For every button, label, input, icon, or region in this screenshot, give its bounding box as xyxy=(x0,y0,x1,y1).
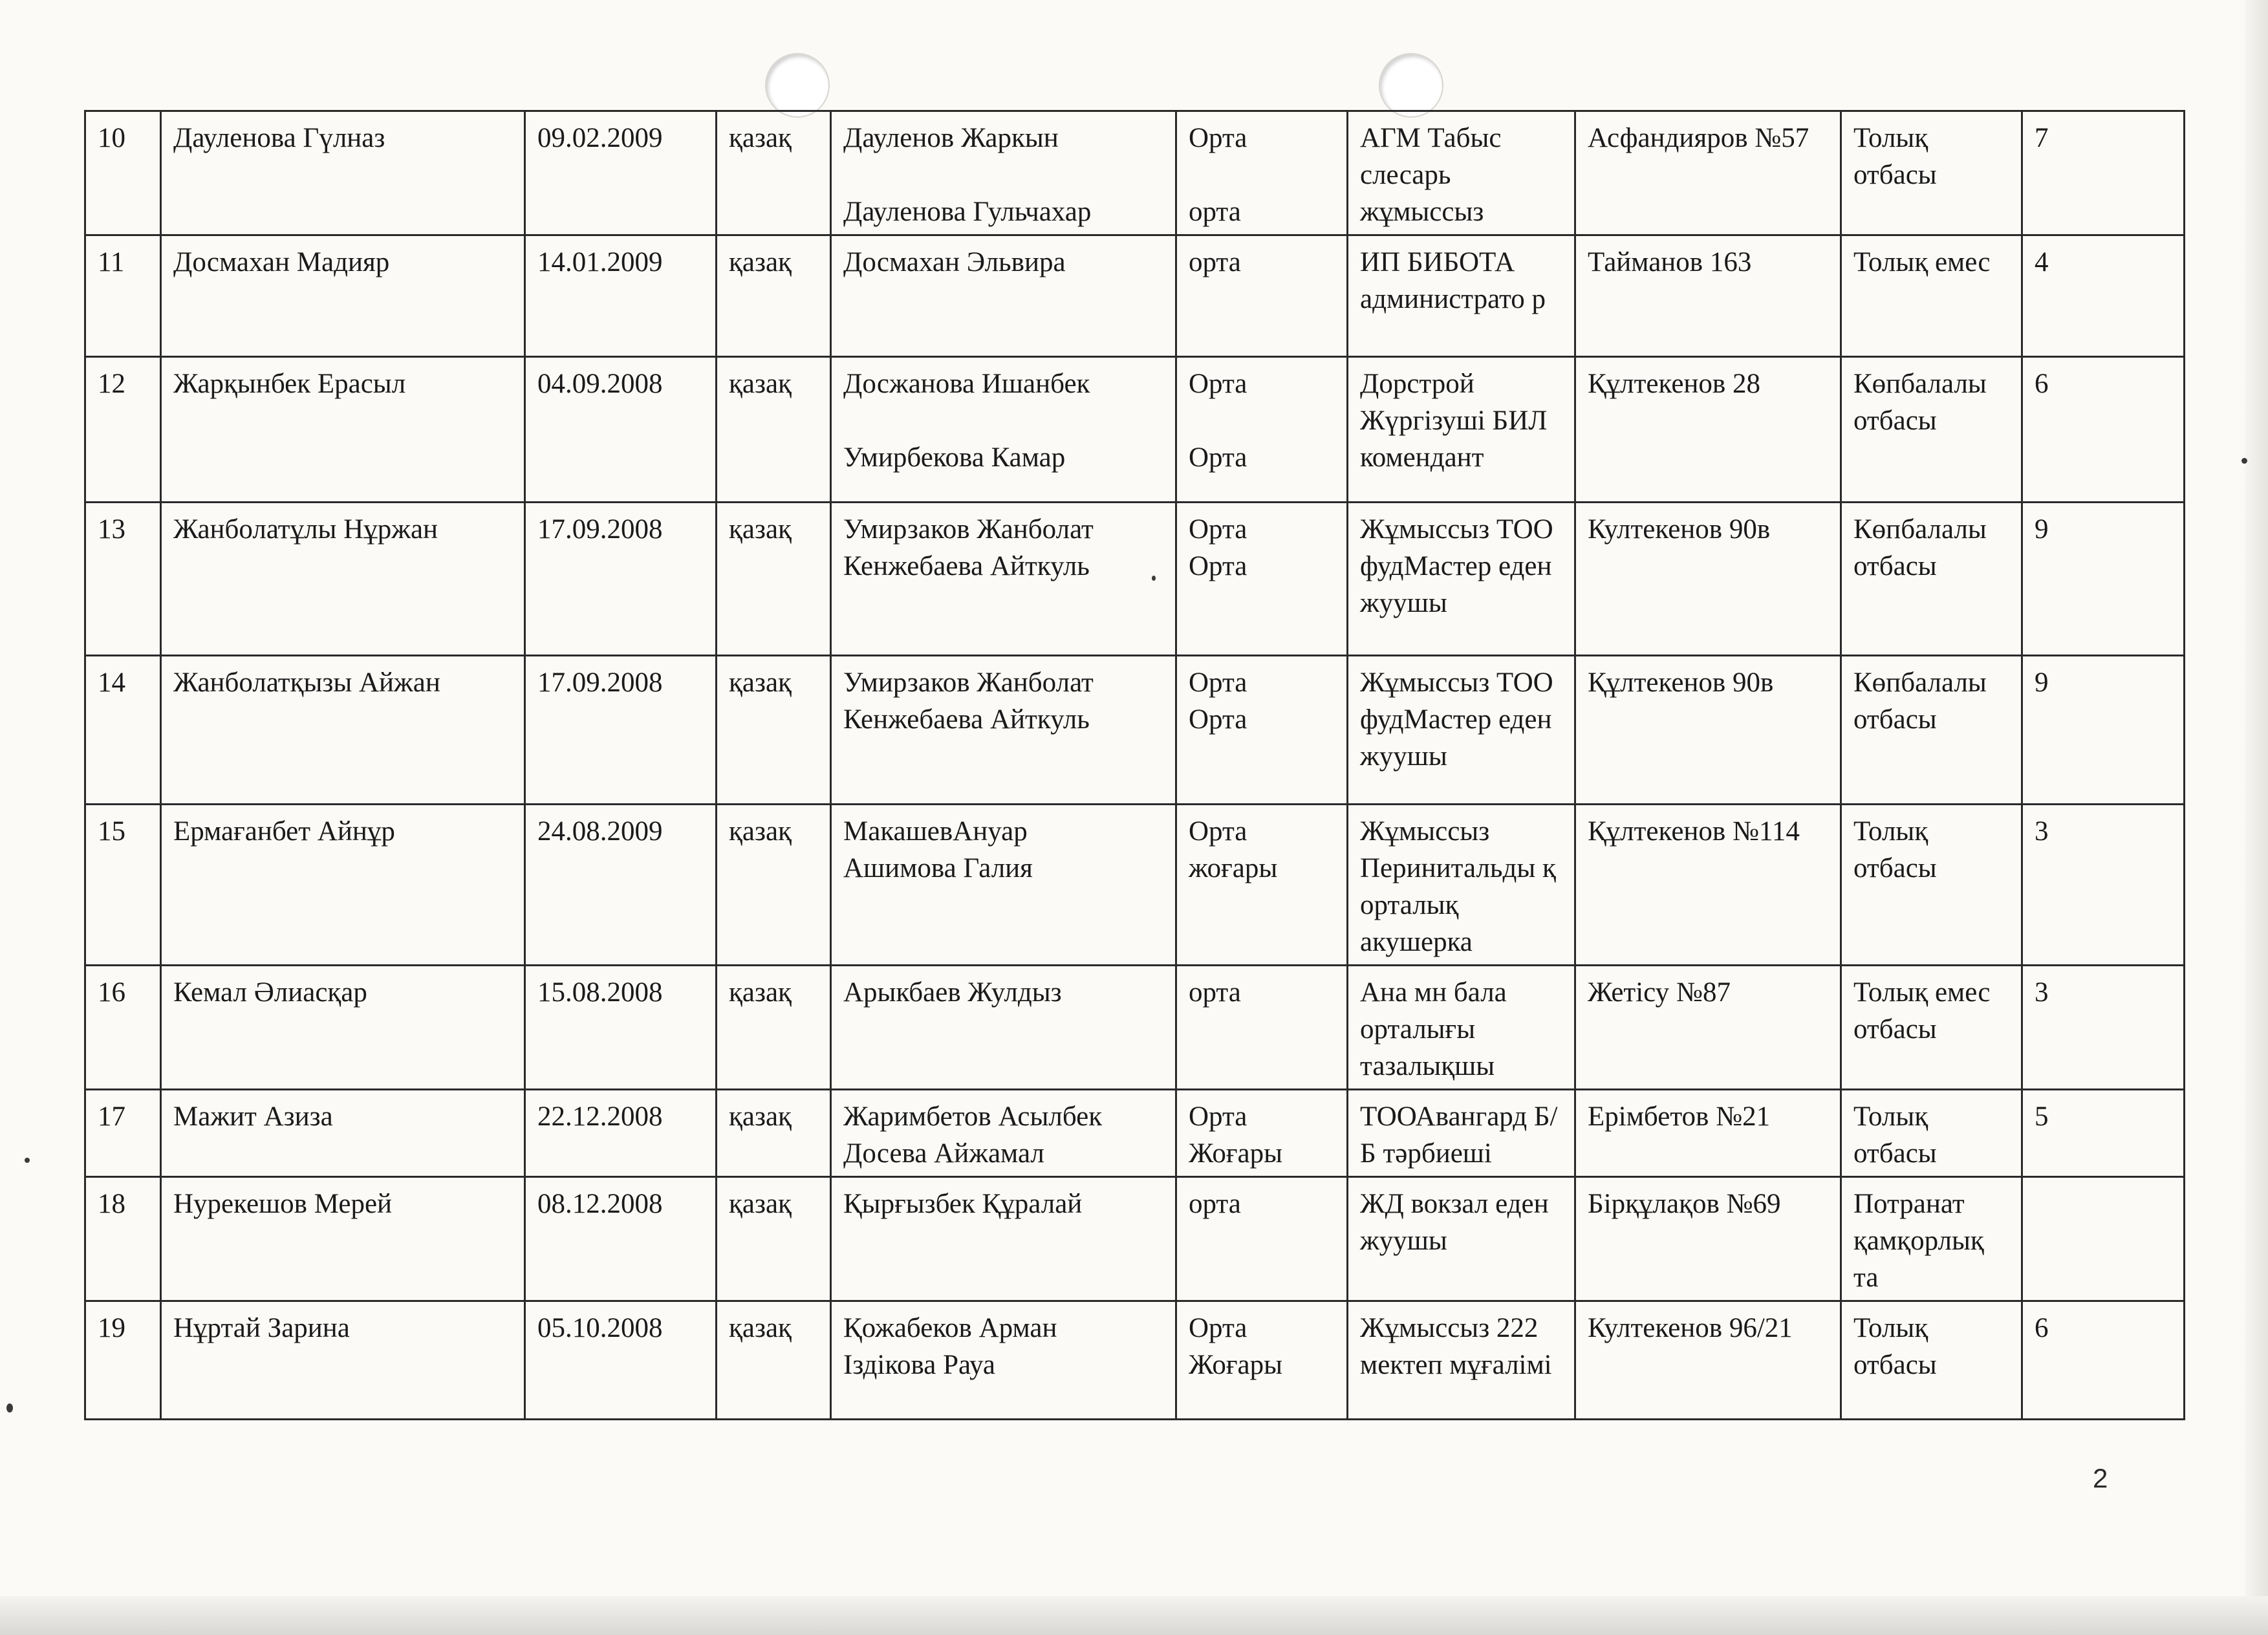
education-cell-line: Орта xyxy=(1189,123,1247,153)
education-cell-line: Орта xyxy=(1189,1101,1247,1132)
children-count-cell: 3 xyxy=(2022,966,2185,1090)
children-count-cell: 6 xyxy=(2022,357,2185,503)
parents-cell-line: Дауленова Гульчахар xyxy=(843,197,1092,227)
workplace-cell: Жұмыссыз 222 мектеп мұғалімі xyxy=(1348,1301,1575,1420)
punch-hole-right xyxy=(1379,53,1443,118)
birth-date-cell: 08.12.2008 xyxy=(525,1177,717,1301)
row-number-cell: 18 xyxy=(85,1177,161,1301)
parents-cell-line: Ашимова Галия xyxy=(843,853,1033,883)
birth-date-cell: 05.10.2008 xyxy=(525,1301,717,1420)
row-number-cell: 14 xyxy=(85,656,161,805)
children-count-cell: 4 xyxy=(2022,235,2185,357)
parents-cell-line: Умирзаков Жанболат xyxy=(843,514,1094,545)
education-cell-line: орта xyxy=(1189,197,1241,227)
family-type-cell: Потранат қамқорлық та xyxy=(1841,1177,2022,1301)
education-cell xyxy=(1176,111,1348,235)
education-cell xyxy=(1176,235,1348,357)
parents-cell-line: Жаримбетов Асылбек xyxy=(843,1101,1103,1132)
nationality-cell: қазақ xyxy=(717,1090,831,1177)
address-cell: Тайманов 163 xyxy=(1575,235,1841,357)
birth-date-cell: 24.08.2009 xyxy=(525,805,717,966)
children-count-cell: 3 xyxy=(2022,805,2185,966)
children-count-cell: 5 xyxy=(2022,1090,2185,1177)
children-count-cell: 9 xyxy=(2022,656,2185,805)
student-name-cell: Ермағанбет Айнұр xyxy=(161,805,525,966)
student-name-cell: Нұртай Зарина xyxy=(161,1301,525,1420)
family-type-cell: Толық отбасы xyxy=(1841,111,2022,235)
education-cell-line: Орта xyxy=(1189,551,1247,581)
family-type-cell: Көпбалалы отбасы xyxy=(1841,357,2022,503)
student-name-cell: Кемал Әлиасқар xyxy=(161,966,525,1090)
nationality-cell: қазақ xyxy=(717,235,831,357)
family-type-cell: Толық отбасы xyxy=(1841,805,2022,966)
table-row xyxy=(85,111,2185,235)
parents-cell xyxy=(831,1177,1176,1301)
row-number-cell: 19 xyxy=(85,1301,161,1420)
education-cell xyxy=(1176,1301,1348,1420)
address-cell: Култекенов 90в xyxy=(1575,503,1841,656)
address-cell: Құлтекенов 90в xyxy=(1575,656,1841,805)
birth-date-cell: 22.12.2008 xyxy=(525,1090,717,1177)
education-cell-line: Орта xyxy=(1189,514,1247,545)
education-cell-line: Жоғары xyxy=(1189,1350,1282,1380)
parents-cell-line: МакашевАнуар xyxy=(843,816,1028,847)
parents-cell xyxy=(831,656,1176,805)
education-cell-line: Орта xyxy=(1189,442,1247,473)
children-count-cell: 7 xyxy=(2022,111,2185,235)
workplace-cell: Жұмыссыз ТОО фудМастер еден жуушы xyxy=(1348,656,1575,805)
row-number-cell: 10 xyxy=(85,111,161,235)
student-name-cell: Мажит Азиза xyxy=(161,1090,525,1177)
birth-date-cell: 15.08.2008 xyxy=(525,966,717,1090)
address-cell: Бірқұлақов №69 xyxy=(1575,1177,1841,1301)
birth-date-cell: 14.01.2009 xyxy=(525,235,717,357)
parents-cell-line: Қырғызбек Құралай xyxy=(843,1189,1083,1219)
address-cell: Ерімбетов №21 xyxy=(1575,1090,1841,1177)
workplace-cell: Дорстрой Жүргізуші БИЛ комендант xyxy=(1348,357,1575,503)
workplace-cell: ТООАвангард Б/Б тәрбиеші xyxy=(1348,1090,1575,1177)
education-cell-line: Орта xyxy=(1189,667,1247,698)
education-cell-line: Орта xyxy=(1189,816,1247,847)
scan-speck xyxy=(25,1158,30,1163)
table-row xyxy=(85,966,2185,1090)
education-cell-line: Орта xyxy=(1189,1313,1247,1343)
nationality-cell: қазақ xyxy=(717,503,831,656)
birth-date-cell: 04.09.2008 xyxy=(525,357,717,503)
education-cell-line: орта xyxy=(1189,977,1241,1008)
student-name-cell: Досмахан Мадияр xyxy=(161,235,525,357)
parents-cell-line: Дауленов Жаркын xyxy=(843,123,1059,153)
birth-date-cell: 09.02.2009 xyxy=(525,111,717,235)
parents-cell xyxy=(831,966,1176,1090)
table-row xyxy=(85,357,2185,503)
family-type-cell: Толық емес отбасы xyxy=(1841,966,2022,1090)
education-cell xyxy=(1176,805,1348,966)
education-cell-line: орта xyxy=(1189,1189,1241,1219)
family-type-cell: Көпбалалы отбасы xyxy=(1841,503,2022,656)
row-number-cell: 13 xyxy=(85,503,161,656)
parents-cell-line: Арыкбаев Жулдыз xyxy=(843,977,1062,1008)
workplace-cell: Жұмыссыз Перинитальды қ орталық акушерка xyxy=(1348,805,1575,966)
parents-cell-line: Досжанова Ишанбек xyxy=(843,369,1090,399)
address-cell: Құлтекенов №114 xyxy=(1575,805,1841,966)
education-cell xyxy=(1176,1090,1348,1177)
parents-cell-line: Қожабеков Арман xyxy=(843,1313,1057,1343)
education-cell-line: орта xyxy=(1189,247,1241,277)
workplace-cell: ЖД вокзал еден жуушы xyxy=(1348,1177,1575,1301)
education-cell xyxy=(1176,503,1348,656)
family-type-cell: Толық отбасы xyxy=(1841,1090,2022,1177)
parents-cell xyxy=(831,1301,1176,1420)
nationality-cell: қазақ xyxy=(717,656,831,805)
children-count-cell xyxy=(2022,1177,2185,1301)
parents-cell-line: Кенжебаева Айткуль xyxy=(843,704,1090,735)
student-name-cell: Жанболатұлы Нұржан xyxy=(161,503,525,656)
row-number-cell: 12 xyxy=(85,357,161,503)
education-cell xyxy=(1176,656,1348,805)
scan-speck xyxy=(2241,458,2247,464)
education-cell-line: Орта xyxy=(1189,369,1247,399)
table-row xyxy=(85,805,2185,966)
address-cell: Құлтекенов 28 xyxy=(1575,357,1841,503)
parents-cell xyxy=(831,805,1176,966)
parents-cell-line: Кенжебаева Айткуль xyxy=(843,551,1090,581)
workplace-cell: Жұмыссыз ТОО фудМастер еден жуушы xyxy=(1348,503,1575,656)
workplace-cell: ИП БИБОТА администрато р xyxy=(1348,235,1575,357)
address-cell: Асфандияров №57 xyxy=(1575,111,1841,235)
parents-cell-line: Умирзаков Жанболат xyxy=(843,667,1094,698)
scan-edge-bottom xyxy=(0,1596,2268,1635)
education-cell-line: Орта xyxy=(1189,704,1247,735)
table-row xyxy=(85,1177,2185,1301)
nationality-cell: қазақ xyxy=(717,805,831,966)
student-name-cell: Дауленова Гүлназ xyxy=(161,111,525,235)
page-number: 2 xyxy=(2093,1463,2108,1493)
education-cell xyxy=(1176,1177,1348,1301)
table-row xyxy=(85,1301,2185,1420)
student-name-cell: Жарқынбек Ерасыл xyxy=(161,357,525,503)
nationality-cell: қазақ xyxy=(717,111,831,235)
parents-cell xyxy=(831,1090,1176,1177)
parents-cell-line: Досмахан Эльвира xyxy=(843,247,1066,277)
roster-body xyxy=(85,111,2185,1420)
table-row xyxy=(85,1090,2185,1177)
table-row xyxy=(85,656,2185,805)
row-number-cell: 15 xyxy=(85,805,161,966)
workplace-cell: Ана мн бала орталығы тазалықшы xyxy=(1348,966,1575,1090)
table-row xyxy=(85,503,2185,656)
parents-cell-line: Умирбекова Камар xyxy=(843,442,1066,473)
scan-speck xyxy=(6,1403,13,1413)
row-number-cell: 11 xyxy=(85,235,161,357)
row-number-cell: 17 xyxy=(85,1090,161,1177)
parents-cell-line: Іздікова Рауа xyxy=(843,1350,995,1380)
student-roster-table xyxy=(84,110,2185,1420)
nationality-cell: қазақ xyxy=(717,1177,831,1301)
children-count-cell: 9 xyxy=(2022,503,2185,656)
punch-hole-left xyxy=(765,53,830,118)
family-type-cell: Толық емес xyxy=(1841,235,2022,357)
birth-date-cell: 17.09.2008 xyxy=(525,503,717,656)
parents-cell xyxy=(831,503,1176,656)
student-name-cell: Нурекешов Мерей xyxy=(161,1177,525,1301)
education-cell-line: Жоғары xyxy=(1189,1138,1282,1169)
row-number-cell: 16 xyxy=(85,966,161,1090)
student-name-cell: Жанболатқызы Айжан xyxy=(161,656,525,805)
parents-cell-line: Досева Айжамал xyxy=(843,1138,1044,1169)
education-cell-line: жоғары xyxy=(1189,853,1278,883)
education-cell xyxy=(1176,966,1348,1090)
table-row xyxy=(85,235,2185,357)
nationality-cell: қазақ xyxy=(717,1301,831,1420)
children-count-cell: 6 xyxy=(2022,1301,2185,1420)
nationality-cell: қазақ xyxy=(717,357,831,503)
address-cell: Жетісу №87 xyxy=(1575,966,1841,1090)
parents-cell xyxy=(831,235,1176,357)
parents-cell xyxy=(831,357,1176,503)
family-type-cell: Көпбалалы отбасы xyxy=(1841,656,2022,805)
family-type-cell: Толық отбасы xyxy=(1841,1301,2022,1420)
workplace-cell: АГМ Табыс слесарь жұмыссыз xyxy=(1348,111,1575,235)
scan-edge-right xyxy=(2245,0,2268,1635)
address-cell: Култекенов 96/21 xyxy=(1575,1301,1841,1420)
education-cell xyxy=(1176,357,1348,503)
birth-date-cell: 17.09.2008 xyxy=(525,656,717,805)
parents-cell xyxy=(831,111,1176,235)
nationality-cell: қазақ xyxy=(717,966,831,1090)
